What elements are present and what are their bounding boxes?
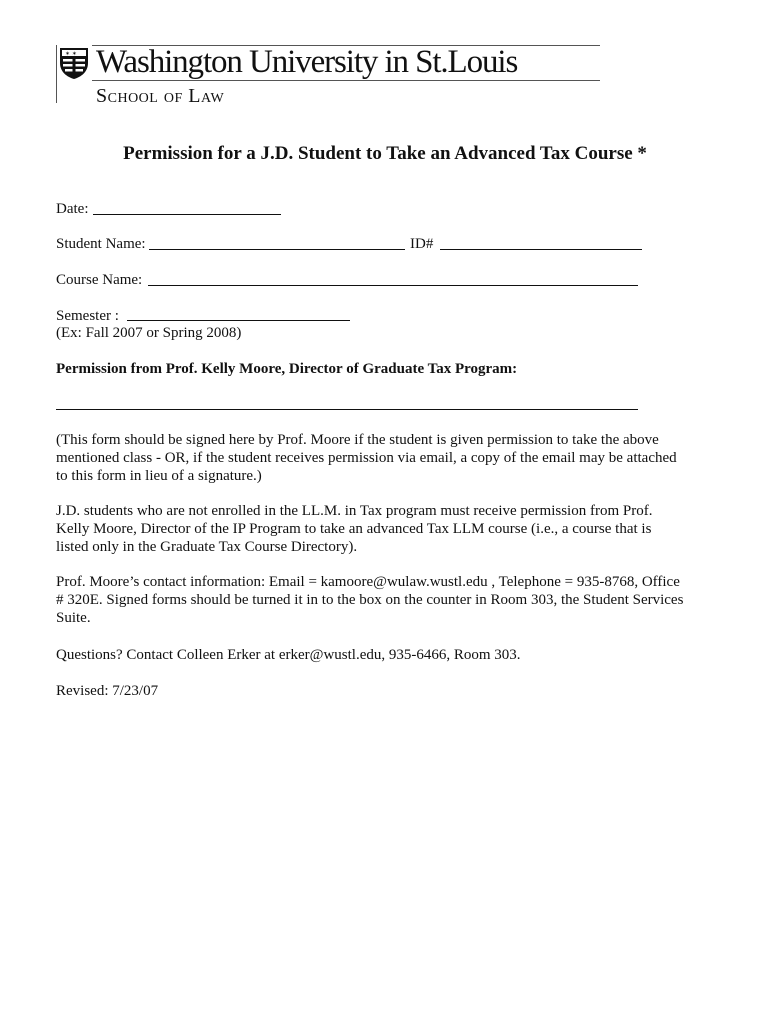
semester-label: Semester : xyxy=(56,308,119,324)
student-name-field[interactable] xyxy=(149,249,405,250)
contact-info-paragraph xyxy=(56,573,706,627)
paragraph-line: Prof. Moore’s contact information: Email = kamoore@wulaw.wustl.edu , Telephone = 935-8768, Office xyxy=(56,574,680,590)
date-label: Date: xyxy=(56,201,89,217)
signature-line[interactable] xyxy=(56,409,638,410)
paragraph-line: to this form in lieu of a signature.) xyxy=(56,468,262,484)
semester-example: (Ex: Fall 2007 or Spring 2008) xyxy=(56,325,242,341)
permission-label: Permission from Prof. Kelly Moore, Director of Graduate Tax Program: xyxy=(56,361,518,377)
paragraph-line: J.D. students who are not enrolled in the LL.M. in Tax program must receive permission from Prof. xyxy=(56,503,653,519)
paragraph-line: Suite. xyxy=(56,610,91,626)
jd-requirement-paragraph xyxy=(56,502,706,556)
university-shield-icon xyxy=(57,46,91,80)
questions-contact: Questions? Contact Colleen Erker at erker@wustl.edu, 935-6466, Room 303. xyxy=(56,647,521,663)
course-name-field[interactable] xyxy=(148,285,638,286)
course-name-label: Course Name: xyxy=(56,272,143,288)
university-name: Washington University in St.Louis xyxy=(96,44,518,80)
semester-field[interactable] xyxy=(127,320,350,321)
paragraph-line: (This form should be signed here by Prof. Moore if the student is given permission to take the above xyxy=(56,432,659,448)
student-id-field[interactable] xyxy=(440,249,642,250)
paragraph-line: Kelly Moore, Director of the IP Program to take an advanced Tax LLM course (i.e., a course that is xyxy=(56,521,652,537)
student-id-label: ID# xyxy=(410,236,434,252)
form-title: Permission for a J.D. Student to Take an Advanced Tax Course * xyxy=(123,143,647,164)
paragraph-line: # 320E. Signed forms should be turned it in to the box on the counter in Room 303, the Student Services xyxy=(56,592,684,608)
school-name: School of Law xyxy=(96,85,225,107)
paragraph-line: mentioned class - OR, if the student receives permission via email, a copy of the email may be attached xyxy=(56,450,677,466)
date-field[interactable] xyxy=(93,214,281,215)
paragraph-line: listed only in the Graduate Tax Course Directory). xyxy=(56,539,358,555)
signature-note-paragraph xyxy=(56,431,706,485)
student-name-label: Student Name: xyxy=(56,236,146,252)
header-divider-rule xyxy=(92,80,600,81)
svg-text:✶ ✶: ✶ ✶ xyxy=(65,50,77,58)
revised-date: Revised: 7/23/07 xyxy=(56,683,159,699)
